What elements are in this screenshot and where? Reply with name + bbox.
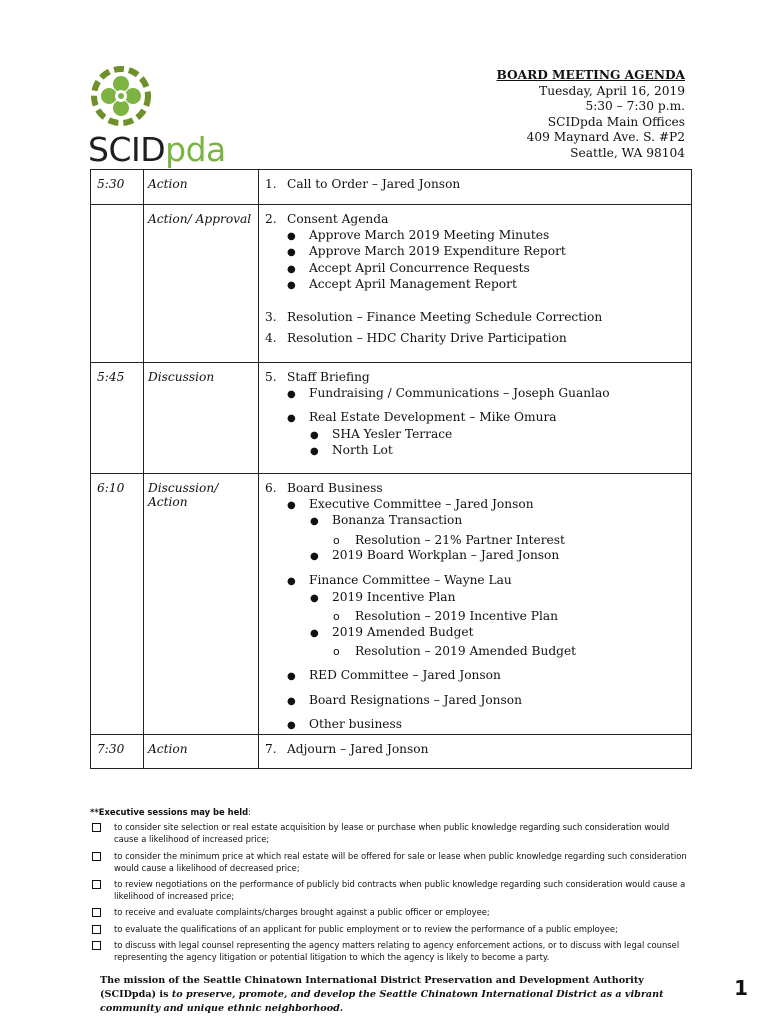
agenda-items [259,734,692,768]
bullet-icon: ● [287,230,296,242]
bullet-icon: ● [287,670,296,682]
exec-item-text: to review negotiations on the performance of publicly bid contracts when public knowledge regarding such consideration would cause a likelihood of increased price; [114,879,686,902]
bullet-text: 2019 Board Workplan – Jared Jonson [332,548,560,563]
exec-item-text: to evaluate the qualifications of an applicant for public employment or to review the performance of a public employee; [114,923,618,934]
agenda-row [91,363,692,474]
agenda-title: BOARD MEETING AGENDA [496,68,685,82]
agenda-action: Action [144,734,259,768]
exec-title-colon: : [248,807,251,817]
exec-item-text: to consider site selection or real estate acquisition by lease or purchase when public knowledge regarding such consideration would cause a likelihood of increased price; [114,822,670,845]
agenda-table [90,169,692,769]
list-item [90,878,690,902]
checkbox-icon [92,880,101,889]
item-title: Resolution – Finance Meeting Schedule Correction [287,309,603,324]
item-title: Resolution – HDC Charity Drive Participation [287,330,567,345]
bullet-icon: ● [310,446,319,458]
item-number: 1. [265,177,277,191]
list-item [90,850,690,874]
checkbox-icon [92,925,101,934]
bullet-text: Real Estate Development – Mike Omura [309,410,557,425]
bullet-text: Resolution – 2019 Incentive Plan [355,609,558,624]
bullet-text: Executive Committee – Jared Jonson [309,496,534,511]
meeting-address-line2: Seattle, WA 98104 [570,145,685,160]
bullet-text: 2019 Incentive Plan [332,589,456,604]
agenda-time: 6:10 [91,474,144,735]
meeting-address-line1: 409 Maynard Ave. S. #P2 [526,130,685,145]
agenda-time: 7:30 [91,734,144,768]
agenda-action: Action/ Approval [144,205,259,363]
agenda-action: Discussion [144,363,259,474]
agenda-row [91,734,692,768]
bullet-text: Resolution – 21% Partner Interest [355,532,565,547]
bullet-text: Bonanza Transaction [332,513,463,528]
meeting-time: 5:30 – 7:30 p.m. [585,99,685,114]
circle-bullet-icon: o [333,645,340,659]
checkbox-icon [92,823,101,832]
bullet-icon: ● [287,499,296,511]
item-number: 3. [265,309,277,324]
executive-sessions [90,806,690,967]
agenda-action: Discussion/ Action [144,474,259,735]
bullet-icon: ● [287,388,296,400]
bullet-icon: ● [310,592,319,604]
item-title: Staff Briefing [287,370,370,384]
bullet-text: Other business [309,717,403,732]
circle-bullet-icon: o [333,610,340,624]
bullet-text: Finance Committee – Wayne Lau [309,572,512,587]
checkbox-icon [92,941,101,950]
item-number: 7. [265,741,277,756]
checkbox-icon [92,908,101,917]
bullet-icon: ● [287,720,296,732]
agenda-row [91,474,692,735]
exec-item-text: to consider the minimum price at which real estate will be offered for sale or lease when public knowledge regarding such consideration would cause a likelihood of decreased price; [114,850,687,873]
item-title: Consent Agenda [287,212,389,226]
item-title: Adjourn – Jared Jonson [287,741,429,756]
bullet-text: Resolution – 2019 Amended Budget [355,644,577,659]
bullet-icon: ● [310,516,319,528]
agenda-items [259,205,692,363]
logo-wordmark [88,132,226,168]
item-title: Board Business [287,481,383,495]
list-item [90,923,690,935]
bullet-text: North Lot [332,443,393,458]
bullet-icon: ● [287,280,296,292]
checkbox-icon [92,852,101,861]
bullet-text: Approve March 2019 Expenditure Report [309,244,566,259]
bullet-icon: ● [287,413,296,425]
bullet-text: Approve March 2019 Meeting Minutes [309,227,550,242]
bullet-icon: ● [287,263,296,275]
mission-italic: to preserve, promote, and develop the Seattle Chinatown International District as a vibrant community and unique ethnic neighborhood. [100,989,664,1014]
bullet-icon: ● [310,429,319,441]
agenda-items [259,363,692,474]
meeting-location: SCIDpda Main Offices [547,114,685,129]
agenda-time: 5:45 [91,363,144,474]
bullet-text: 2019 Amended Budget [332,624,474,639]
list-item [90,939,690,963]
bullet-icon: ● [310,627,319,639]
meeting-date: Tuesday, April 16, 2019 [539,83,685,98]
exec-title: **Executive sessions may be held [90,807,249,817]
bullet-text: Board Resignations – Jared Jonson [309,692,522,707]
page-number: 1 [734,976,748,1000]
list-item [90,821,690,845]
logo-text-scid: SCID [88,130,166,169]
mission-statement [100,974,680,1016]
agenda-time: 5:30 [91,170,144,205]
bullet-icon: ● [310,551,319,563]
bullet-text: Accept April Management Report [309,277,517,292]
agenda-items [259,170,692,205]
exec-item-text: to receive and evaluate complaints/charges brought against a public officer or employee; [114,907,490,918]
item-title: Call to Order – Jared Jonson [287,177,461,191]
agenda-items [259,474,692,735]
list-item [90,906,690,918]
item-number: 5. [265,370,277,384]
bullet-text: Fundraising / Communications – Joseph Guanlao [309,385,610,400]
bullet-icon: ● [287,695,296,707]
logo-text-pda: pda [165,130,226,169]
agenda-row [91,170,692,205]
bullet-text: SHA Yesler Terrace [332,426,453,441]
mission-plain: The mission of the Seattle Chinatown International District Preservation and Development Authority (SCIDpda) is [100,975,644,1000]
bullet-text: RED Committee – Jared Jonson [309,667,501,682]
item-number: 4. [265,330,277,345]
item-number: 2. [265,212,277,226]
agenda-action: Action [144,170,259,205]
agenda-row [91,205,692,363]
exec-item-text: to discuss with legal counsel representing the agency matters relating to agency enforcement actions, or to discuss with legal counsel representing the agency litigation or potential litigation to which the agency is likely to become a party. [114,939,680,963]
agenda-header [497,68,686,162]
bullet-text: Accept April Concurrence Requests [309,260,530,275]
circle-bullet-icon: o [333,533,340,547]
agenda-time [91,205,144,363]
bullet-icon: ● [287,247,296,259]
item-number: 6. [265,481,277,495]
bullet-icon: ● [287,575,296,587]
